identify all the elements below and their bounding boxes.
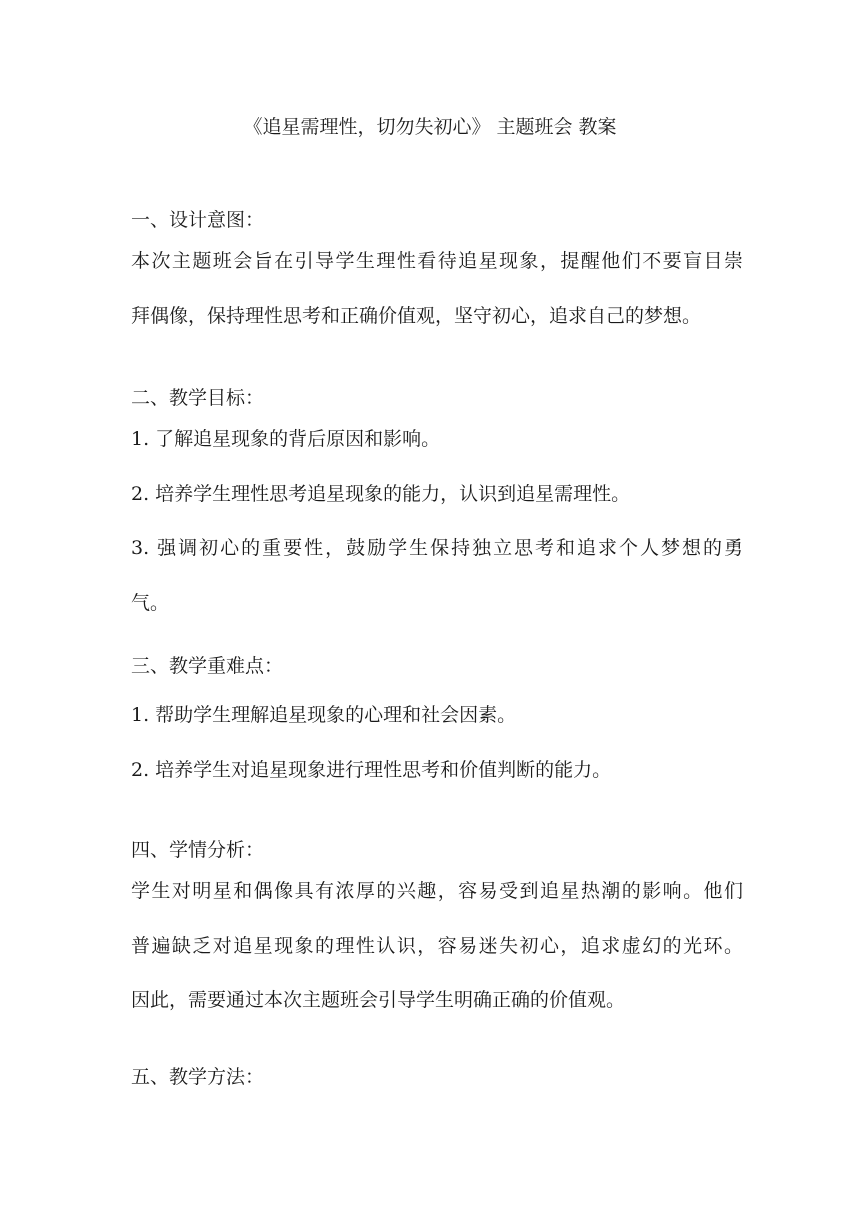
section-heading: 四、学情分析：	[131, 839, 265, 861]
section-teaching-goals	[131, 384, 743, 412]
list-item: 3. 强调初心的重要性，鼓励学生保持独立思考和追求个人梦想的勇	[131, 537, 743, 559]
list-item: 2. 培养学生对追星现象进行理性思考和价值判断的能力。	[131, 758, 612, 781]
list-item: 2. 培养学生理性思考追星现象的能力，认识到追星需理性。	[131, 482, 631, 505]
document-title: 《追星需理性，切勿失初心》 主题班会 教案	[243, 116, 617, 138]
paragraph-line: 因此，需要通过本次主题班会引导学生明确正确的价值观。	[131, 989, 626, 1011]
section-heading: 二、教学目标：	[131, 387, 265, 409]
paragraph-line: 拜偶像，保持理性思考和正确价值观，坚守初心，追求自己的梦想。	[131, 304, 702, 327]
section-heading: 三、教学重难点：	[131, 655, 284, 677]
section-heading: 五、教学方法：	[131, 1066, 265, 1088]
section-teaching-goals-body	[131, 425, 743, 643]
paragraph-line: 普遍缺乏对追星现象的理性认识，容易迷失初心，追求虚幻的光环。	[131, 934, 743, 957]
section-key-points-body	[131, 701, 743, 810]
section-design-intent-body	[131, 247, 743, 356]
list-item-continuation: 气。	[131, 591, 170, 614]
section-learner-analysis	[131, 836, 743, 864]
section-design-intent	[131, 206, 743, 234]
section-teaching-methods	[131, 1063, 743, 1091]
section-heading: 一、设计意图：	[131, 209, 265, 231]
paragraph-line: 学生对明星和偶像具有浓厚的兴趣，容易受到追星热潮的影响。他们	[131, 880, 743, 902]
list-item: 1. 帮助学生理解追星现象的心理和社会因素。	[131, 704, 517, 726]
section-key-points	[131, 652, 743, 680]
section-learner-analysis-body	[131, 877, 743, 1041]
list-item: 1. 了解追星现象的背后原因和影响。	[131, 428, 441, 450]
paragraph-line: 本次主题班会旨在引导学生理性看待追星现象，提醒他们不要盲目崇	[131, 250, 743, 272]
